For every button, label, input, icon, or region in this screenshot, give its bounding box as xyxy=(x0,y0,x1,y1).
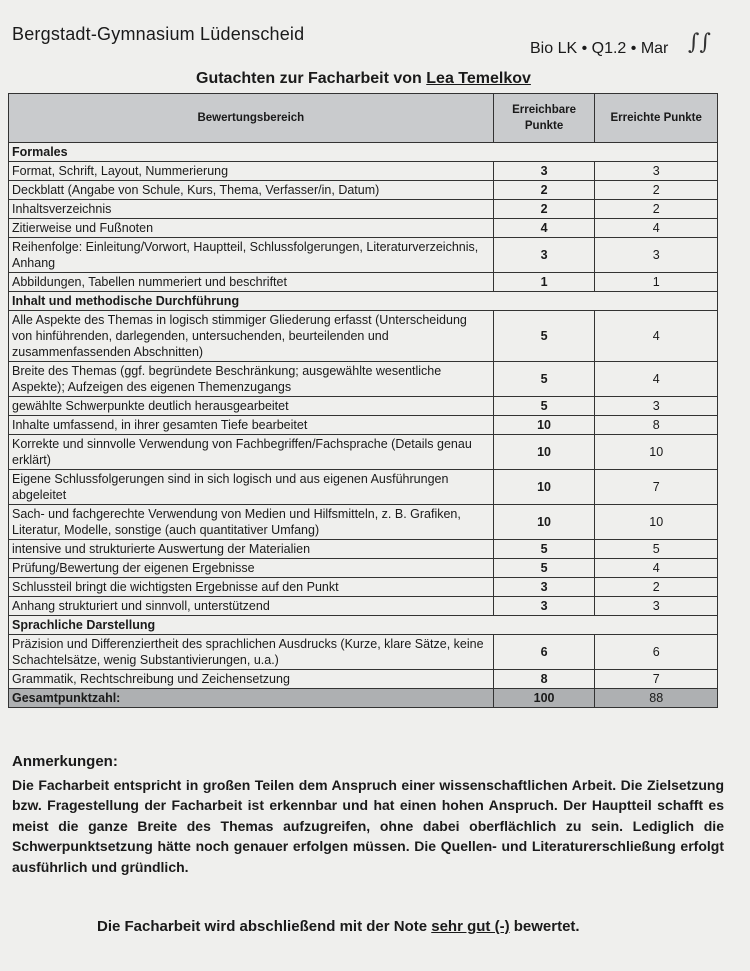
max-points-cell: 3 xyxy=(493,162,595,181)
student-name: Lea Temelkov xyxy=(426,70,531,87)
achieved-points-cell: 4 xyxy=(595,219,718,238)
max-points-cell: 2 xyxy=(493,181,595,200)
criterion-cell: Deckblatt (Angabe von Schule, Kurs, Thema, Verfasser/in, Datum) xyxy=(9,181,494,200)
section-row xyxy=(9,143,718,162)
header-achieved-points: Erreichte Punkte xyxy=(595,94,718,143)
achieved-points-cell: 7 xyxy=(595,670,718,689)
table-row xyxy=(9,505,718,540)
final-grade: sehr gut (-) xyxy=(431,918,510,935)
remarks-title: Anmerkungen: xyxy=(12,753,118,770)
table-row xyxy=(9,397,718,416)
table-body xyxy=(9,143,718,708)
table-row xyxy=(9,181,718,200)
table-row xyxy=(9,435,718,470)
achieved-points-cell: 3 xyxy=(595,597,718,616)
achieved-points-cell: 10 xyxy=(595,435,718,470)
criterion-cell: Anhang strukturiert und sinnvoll, unterstützend xyxy=(9,597,494,616)
max-points-cell: 5 xyxy=(493,540,595,559)
section-title: Sprachliche Darstellung xyxy=(9,616,718,635)
criterion-cell: Sach- und fachgerechte Verwendung von Medien und Hilfsmitteln, z. B. Grafiken, Literatur, Modelle, sonstige (auch quantitativer Umfang) xyxy=(9,505,494,540)
table-row xyxy=(9,362,718,397)
max-points-cell: 10 xyxy=(493,505,595,540)
max-points-cell: 6 xyxy=(493,635,595,670)
course-info: Bio LK • Q1.2 • Mar xyxy=(530,40,669,57)
section-row xyxy=(9,292,718,311)
max-points-cell: 5 xyxy=(493,362,595,397)
remarks-section xyxy=(12,752,724,877)
document-title xyxy=(196,70,531,88)
teacher-signature: ∫∫ xyxy=(688,30,711,55)
criterion-cell: Alle Aspekte des Themas in logisch stimmiger Gliederung erfasst (Unterscheidung von hinführenden, darlegenden, untersuchenden, beurteilenden und zusammenfassenden Abschnitten) xyxy=(9,311,494,362)
table-row xyxy=(9,200,718,219)
section-title: Formales xyxy=(9,143,718,162)
header-criterion: Bewertungsbereich xyxy=(9,94,494,143)
table-row xyxy=(9,273,718,292)
remarks-text: Die Facharbeit entspricht in großen Teilen dem Anspruch einer wissenschaftlichen Arbeit. Die Zielsetzung bzw. Fragestellung der Facharbeit ist erkennbar und hat einen hohen Anspruch. Der Hauptteil schafft es meist die ganze Breite des Themas aufzugreifen, ohne dabei oberflächlich zu sein. Lediglich die Schwerpunktsetzung hätte noch genauer erfolgen müssen. Die Quellen- und Literaturerschließung erfolgt ausführlich und gründlich. xyxy=(12,776,724,875)
achieved-points-cell: 2 xyxy=(595,578,718,597)
table-row xyxy=(9,559,718,578)
section-row xyxy=(9,616,718,635)
max-points-cell: 8 xyxy=(493,670,595,689)
achieved-points-cell: 2 xyxy=(595,181,718,200)
criterion-cell: Abbildungen, Tabellen nummeriert und beschriftet xyxy=(9,273,494,292)
criterion-cell: Zitierweise und Fußnoten xyxy=(9,219,494,238)
achieved-points-cell: 8 xyxy=(595,416,718,435)
achieved-points-cell: 1 xyxy=(595,273,718,292)
achieved-points-cell: 3 xyxy=(595,238,718,273)
criterion-cell: Präzision und Differenziertheit des sprachlichen Ausdrucks (Kurze, klare Sätze, keine Schachtelsätze, wenig Substantivierungen, u.a.) xyxy=(9,635,494,670)
max-points-cell: 5 xyxy=(493,311,595,362)
header-max-points: Erreichbare Punkte xyxy=(493,94,595,143)
achieved-points-cell: 2 xyxy=(595,200,718,219)
criterion-cell: Inhalte umfassend, in ihrer gesamten Tiefe bearbeitet xyxy=(9,416,494,435)
criterion-cell: Inhaltsverzeichnis xyxy=(9,200,494,219)
max-points-cell: 3 xyxy=(493,597,595,616)
final-suffix: bewertet. xyxy=(509,918,580,935)
criterion-cell: Reihenfolge: Einleitung/Vorwort, Hauptteil, Schlussfolgerungen, Literaturverzeichnis, Anhang xyxy=(9,238,494,273)
max-points-cell: 5 xyxy=(493,559,595,578)
table-row xyxy=(9,540,718,559)
criterion-cell: Breite des Themas (ggf. begründete Beschränkung; ausgewählte wesentliche Aspekte); Aufzeigen des eigenen Themenzugangs xyxy=(9,362,494,397)
table-row xyxy=(9,162,718,181)
grading-table xyxy=(8,93,718,708)
table-row xyxy=(9,416,718,435)
achieved-points-cell: 4 xyxy=(595,362,718,397)
max-points-cell: 10 xyxy=(493,470,595,505)
achieved-points-cell: 4 xyxy=(595,559,718,578)
table-row xyxy=(9,635,718,670)
table-row xyxy=(9,670,718,689)
total-label: Gesamtpunktzahl: xyxy=(9,689,494,708)
max-points-cell: 10 xyxy=(493,416,595,435)
table-header-row xyxy=(9,94,718,143)
criterion-cell: Korrekte und sinnvolle Verwendung von Fachbegriffen/Fachsprache (Details genau erklärt) xyxy=(9,435,494,470)
achieved-points-cell: 6 xyxy=(595,635,718,670)
achieved-points-cell: 4 xyxy=(595,311,718,362)
table-row xyxy=(9,578,718,597)
school-name: Bergstadt-Gymnasium Lüdenscheid xyxy=(12,24,305,44)
max-points-cell: 4 xyxy=(493,219,595,238)
total-achieved-points: 88 xyxy=(595,689,718,708)
achieved-points-cell: 3 xyxy=(595,397,718,416)
section-title: Inhalt und methodische Durchführung xyxy=(9,292,718,311)
max-points-cell: 2 xyxy=(493,200,595,219)
table-row xyxy=(9,597,718,616)
title-prefix: Gutachten zur Facharbeit von xyxy=(196,70,427,87)
total-max-points: 100 xyxy=(493,689,595,708)
max-points-cell: 5 xyxy=(493,397,595,416)
criterion-cell: Format, Schrift, Layout, Nummerierung xyxy=(9,162,494,181)
total-row xyxy=(9,689,718,708)
max-points-cell: 1 xyxy=(493,273,595,292)
max-points-cell: 3 xyxy=(493,238,595,273)
achieved-points-cell: 10 xyxy=(595,505,718,540)
final-grade-statement xyxy=(97,918,580,935)
max-points-cell: 10 xyxy=(493,435,595,470)
criterion-cell: Prüfung/Bewertung der eigenen Ergebnisse xyxy=(9,559,494,578)
table-row xyxy=(9,238,718,273)
max-points-cell: 3 xyxy=(493,578,595,597)
final-prefix: Die Facharbeit wird abschließend mit der Note xyxy=(97,918,432,935)
criterion-cell: Schlussteil bringt die wichtigsten Ergebnisse auf den Punkt xyxy=(9,578,494,597)
criterion-cell: Eigene Schlussfolgerungen sind in sich logisch und aus eigenen Ausführungen abgeleitet xyxy=(9,470,494,505)
achieved-points-cell: 3 xyxy=(595,162,718,181)
achieved-points-cell: 7 xyxy=(595,470,718,505)
achieved-points-cell: 5 xyxy=(595,540,718,559)
table-row xyxy=(9,219,718,238)
table-row xyxy=(9,470,718,505)
criterion-cell: intensive und strukturierte Auswertung der Materialien xyxy=(9,540,494,559)
table-row xyxy=(9,311,718,362)
criterion-cell: Grammatik, Rechtschreibung und Zeichensetzung xyxy=(9,670,494,689)
criterion-cell: gewählte Schwerpunkte deutlich herausgearbeitet xyxy=(9,397,494,416)
